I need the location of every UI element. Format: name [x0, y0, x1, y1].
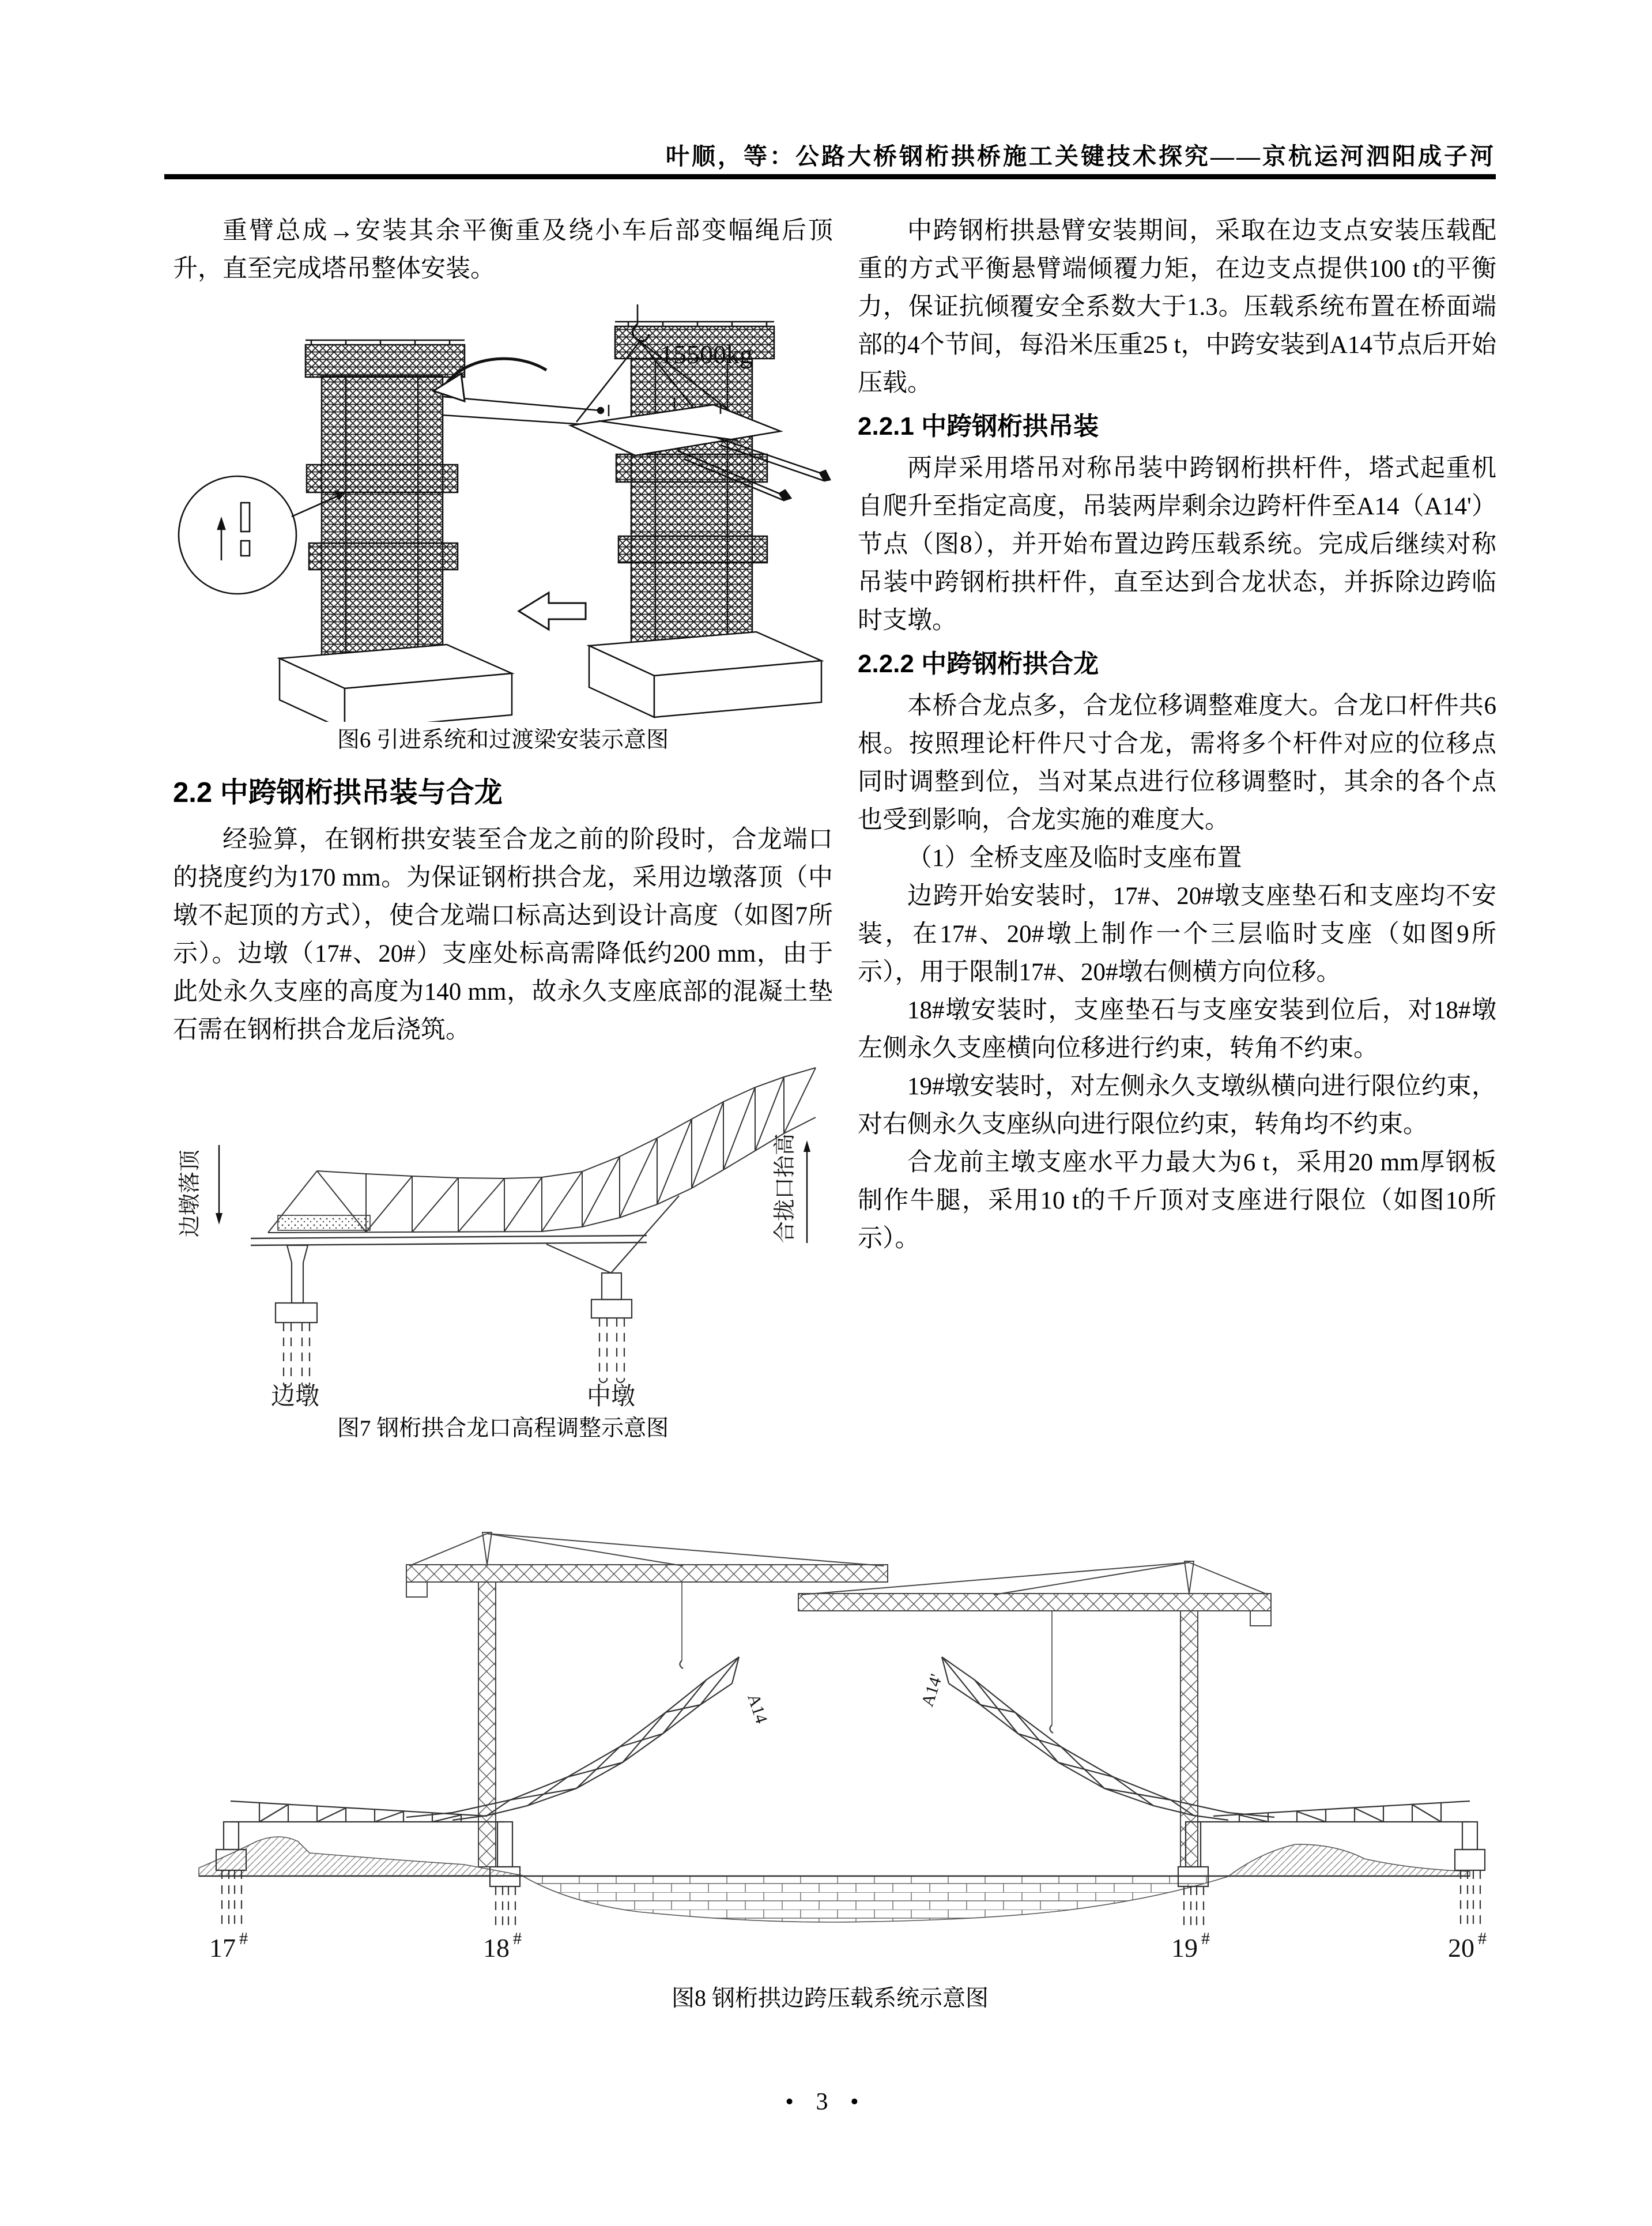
- pier-label-side: 边墩: [271, 1384, 320, 1410]
- detail-callout: [179, 476, 344, 594]
- riverbed: [199, 1837, 1470, 1922]
- figure-7: [173, 1064, 833, 1444]
- node-label-a14-prime: A14': [918, 1671, 946, 1709]
- side-pier: [276, 1245, 317, 1387]
- right-column: [858, 212, 1496, 1258]
- figure-6-drawing: [173, 288, 833, 722]
- list-item: （1）全桥支座及临时支座布置: [907, 845, 1242, 872]
- header-rule: [164, 174, 1496, 179]
- svg-text:边墩落顶: 边墩落顶: [178, 1149, 202, 1237]
- paragraph: 合龙前主墩支座水平力最大为6 t，采用20 mm厚钢板制作牛腿，采用10 t的千斤顶对支座进行限位（如图10所示）。: [858, 1149, 1496, 1252]
- annotation-left: [178, 1145, 222, 1237]
- deck: [251, 1215, 647, 1245]
- paragraph: 经验算，在钢桁拱安装至合龙之前的阶段时，合龙端口的挠度约为170 mm。为保证钢桁拱合龙，采用边墩落顶（中墩不起顶的方式），使合龙端口标高达到设计高度（如图7所示）。边墩（17#、20#）支座处标高需降低约200 mm，由于此处永久支座的高度为140 mm，故永久支座底部的混凝土垫石需在钢桁拱合龙后浇筑。: [173, 826, 833, 1044]
- svg-text:18: 18: [483, 1933, 510, 1963]
- lattice-tower-right: [589, 322, 821, 717]
- pier-label-middle: 中墩: [587, 1384, 636, 1410]
- node-label-a14: A14: [744, 1691, 771, 1726]
- svg-text:17: 17: [209, 1933, 236, 1963]
- figure-6: [173, 288, 833, 755]
- paragraph: 18#墩安装时，支座垫石与支座安装到位后，对18#墩左侧永久支座横向位移进行约束，转角不约束。: [858, 997, 1496, 1062]
- left-block-arrow-icon: [519, 593, 586, 630]
- lattice-tower-left: [280, 340, 604, 722]
- svg-text:20: 20: [1448, 1933, 1474, 1963]
- svg-text:#: #: [513, 1929, 522, 1948]
- svg-text:#: #: [239, 1929, 248, 1948]
- paragraph: 重臂总成→安装其余平衡重及绕小车后部变幅绳后顶升，直至完成塔吊整体安装。: [173, 217, 833, 283]
- paragraph: 中跨钢桁拱悬臂安装期间，采取在边支点安装压载配重的方式平衡悬臂端倾覆力矩，在边支点提供100 t的平衡力，保证抗倾覆安全系数大于1.3。压载系统布置在桥面端部的4个节间，每沿米压重25 t，中跨安装到A14节点后开始压载。: [858, 217, 1496, 397]
- svg-text:19: 19: [1171, 1933, 1198, 1963]
- weight-label: 15500kg: [660, 340, 753, 369]
- running-head: 叶顺，等：公路大桥钢桁拱桥施工关键技术探究——京杭运河泗阳成子河: [666, 143, 1496, 170]
- page-number: • 3 •: [785, 2089, 867, 2115]
- truss-arch: [268, 1068, 816, 1233]
- svg-text:合拢口抬高: 合拢口抬高: [773, 1133, 797, 1243]
- figure-8: [164, 1529, 1496, 2016]
- figure-8-caption: 图8 钢桁拱边跨压载系统示意图: [672, 1985, 989, 2011]
- left-column: [173, 212, 833, 1446]
- paragraph: 本桥合龙点多，合龙位移调整难度大。合龙口杆件共6根。按照理论杆件尺寸合龙，需将多个杆件对应的位移点同时调整到位，当对某点进行位移调整时，其余的各个点也受到影响，合龙实施的难度大。: [858, 692, 1496, 834]
- svg-text:#: #: [1478, 1929, 1487, 1948]
- figure-8-drawing: [164, 1529, 1496, 1967]
- section-heading-2-2-1: 2.2.1 中跨钢桁拱吊装: [858, 412, 1099, 440]
- figure-7-caption: 图7 钢桁拱合龙口高程调整示意图: [337, 1416, 669, 1441]
- paragraph: 19#墩安装时，对左侧永久支墩纵横向进行限位约束，对右侧永久支座纵向进行限位约束，转角均不约束。: [858, 1073, 1496, 1138]
- annotation-right: [773, 1133, 810, 1243]
- figure-7-drawing: [173, 1064, 833, 1410]
- svg-text:#: #: [1201, 1929, 1210, 1948]
- middle-pier: [546, 1196, 679, 1383]
- tower-crane-right: [798, 1561, 1271, 1867]
- figure-6-caption: 图6 引进系统和过渡梁安装示意图: [337, 728, 669, 752]
- paragraph: 边跨开始安装时，17#、20#墩支座垫石和支座均不安装，在17#、20#墩上制作一个三层临时支座（如图9所示），用于限制17#、20#墩右侧横方向位移。: [858, 883, 1496, 986]
- section-heading-2-2-2: 2.2.2 中跨钢桁拱合龙: [858, 650, 1099, 678]
- half-arch-right: [942, 1657, 1470, 1822]
- section-heading-2-2: 2.2 中跨钢桁拱吊装与合龙: [173, 777, 503, 808]
- paragraph: 两岸采用塔吊对称吊装中跨钢桁拱杆件，塔式起重机自爬升至指定高度，吊装两岸剩余边跨杆件至A14（A14'）节点（图8），并开始布置边跨压载系统。完成后继续对称吊装中跨钢桁拱杆件，直至达到合龙状态，并拆除边跨临时支墩。: [858, 455, 1496, 634]
- pier-number-labels: [209, 1929, 1487, 1963]
